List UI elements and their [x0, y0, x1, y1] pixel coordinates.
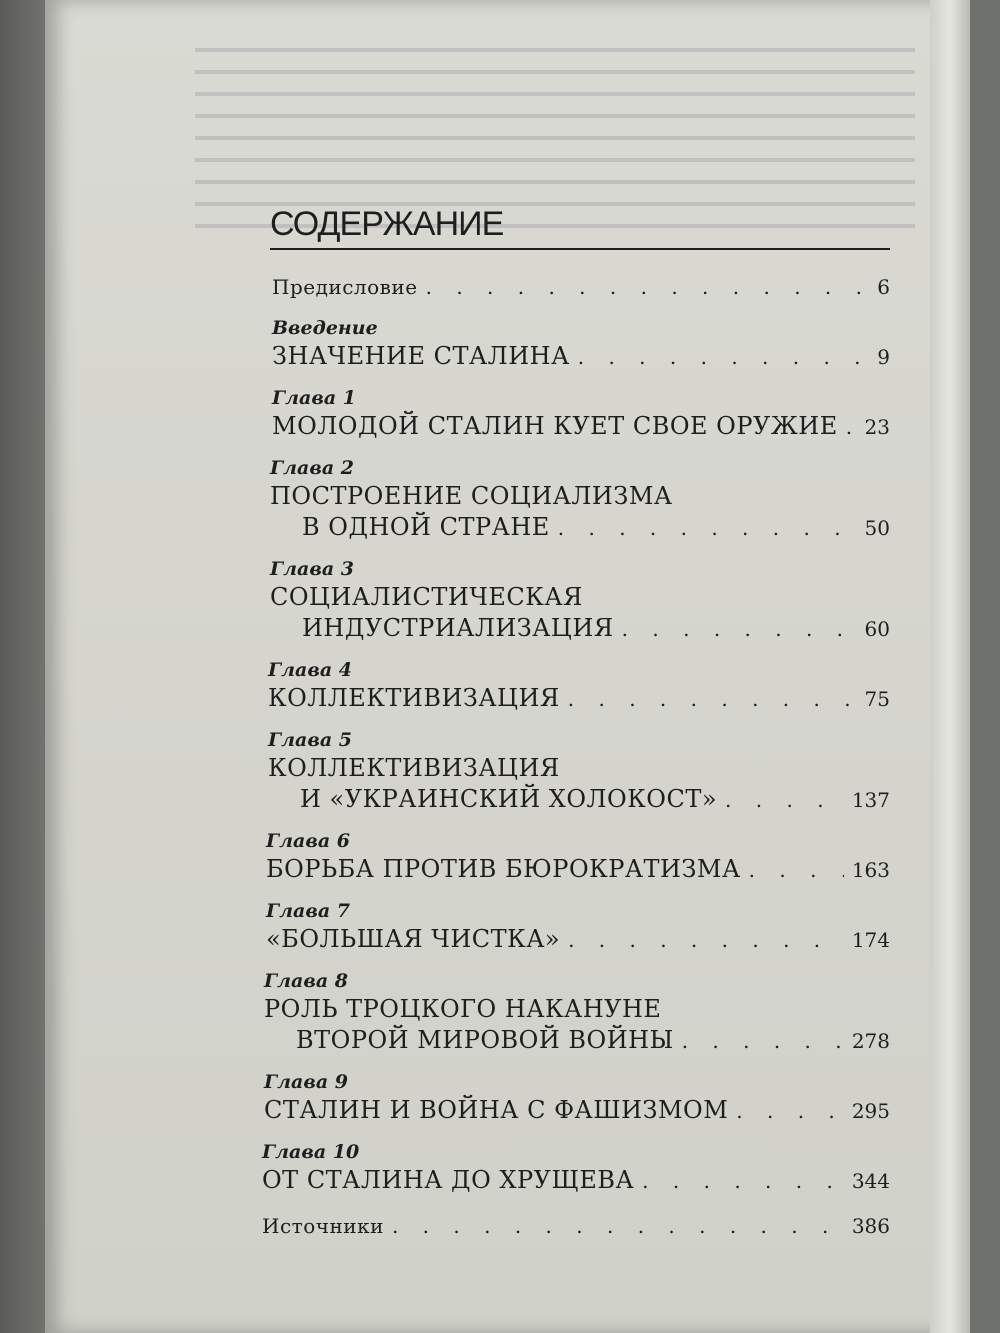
- dot-leader: [426, 272, 870, 303]
- heading-rule: [270, 248, 890, 250]
- toc-entry: [268, 659, 890, 715]
- entry-title-continued: ИНДУСТРИАЛИЗАЦИЯ: [302, 614, 614, 642]
- entry-title: ПОСТРОЕНИЕ СОЦИАЛИЗМА: [270, 482, 673, 510]
- toc-line: [266, 924, 890, 956]
- toc-line: [270, 613, 890, 645]
- dot-leader: [578, 342, 870, 373]
- page-number: 50: [864, 516, 890, 540]
- toc-entry: [262, 1141, 890, 1197]
- chapter-label: Глава 6: [266, 830, 350, 852]
- page-number: 344: [851, 1169, 890, 1193]
- dot-leader: [558, 513, 857, 544]
- chapter-label: Глава 1: [272, 387, 356, 409]
- entry-title-continued: ВТОРОЙ МИРОВОЙ ВОЙНЫ: [296, 1026, 674, 1054]
- entry-title: ЗНАЧЕНИЕ СТАЛИНА: [272, 342, 570, 370]
- chapter-label: Глава 4: [268, 659, 352, 681]
- toc-entry: [272, 387, 890, 443]
- entry-title: Предисловие: [272, 275, 418, 299]
- entry-title: СТАЛИН И ВОЙНА С ФАШИЗМОМ: [264, 1096, 729, 1124]
- entry-title: КОЛЛЕКТИВИЗАЦИЯ: [268, 684, 560, 712]
- dot-leader: [568, 684, 857, 715]
- table-of-contents: [262, 205, 890, 1256]
- toc-line: [266, 854, 890, 886]
- page-number: 6: [877, 275, 890, 299]
- page-number: 137: [851, 788, 890, 812]
- dot-leader: [725, 785, 844, 816]
- page-number: 174: [851, 928, 890, 952]
- toc-line: [268, 784, 890, 816]
- toc-entry: [262, 1211, 890, 1242]
- chapter-label: Глава 9: [264, 1071, 348, 1093]
- toc-heading: СОДЕРЖАНИЕ: [270, 205, 504, 243]
- dot-leader: [568, 925, 844, 956]
- entry-title: ОТ СТАЛИНА ДО ХРУЩЕВА: [262, 1166, 635, 1194]
- dot-leader: [682, 1026, 844, 1057]
- toc-line: [264, 1095, 890, 1127]
- toc-entry: [266, 900, 890, 956]
- toc-entry: [266, 830, 890, 886]
- chapter-label: Введение: [272, 317, 378, 339]
- dot-leader: [846, 412, 857, 443]
- toc-entry: [264, 1071, 890, 1127]
- page-number: 386: [851, 1214, 890, 1238]
- toc-line: [272, 341, 890, 373]
- entry-title: Источники: [262, 1214, 384, 1238]
- chapter-label: Глава 5: [268, 729, 352, 751]
- entry-title: МОЛОДОЙ СТАЛИН КУЕТ СВОЕ ОРУЖИЕ: [272, 412, 838, 440]
- toc-line: [262, 1211, 890, 1242]
- page-number: 163: [851, 858, 890, 882]
- dot-leader: [622, 614, 857, 645]
- chapter-label: Глава 2: [270, 457, 354, 479]
- page-number: 9: [877, 345, 890, 369]
- toc-line: [268, 683, 890, 715]
- page-number: 278: [851, 1029, 890, 1053]
- toc-line: [262, 1165, 890, 1197]
- page-number: 23: [864, 415, 890, 439]
- toc-line: [272, 411, 890, 443]
- toc-entry: [270, 457, 890, 544]
- chapter-label: Глава 8: [264, 970, 348, 992]
- dot-leader: [392, 1211, 844, 1242]
- entry-title-continued: В ОДНОЙ СТРАНЕ: [302, 513, 550, 541]
- entry-title: РОЛЬ ТРОЦКОГО НАКАНУНЕ: [264, 995, 662, 1023]
- toc-line: [264, 1025, 890, 1057]
- toc-entry: [264, 970, 890, 1057]
- chapter-label: Глава 7: [266, 900, 350, 922]
- toc-entry: [272, 317, 890, 373]
- entry-title: «БОЛЬШАЯ ЧИСТКА»: [266, 925, 561, 953]
- entry-title: СОЦИАЛИСТИЧЕСКАЯ: [270, 583, 583, 611]
- page-edge: [930, 0, 970, 1333]
- dot-leader: [642, 1166, 844, 1197]
- toc-entry: [268, 729, 890, 816]
- entry-title: БОРЬБА ПРОТИВ БЮРОКРАТИЗМА: [266, 855, 741, 883]
- page-number: 75: [864, 687, 890, 711]
- dot-leader: [749, 855, 844, 886]
- entry-title-continued: И «УКРАИНСКИЙ ХОЛОКОСТ»: [300, 785, 718, 813]
- dot-leader: [736, 1096, 844, 1127]
- chapter-label: Глава 3: [270, 558, 354, 580]
- toc-entry: [272, 272, 890, 303]
- toc-line: [270, 512, 890, 544]
- toc-entry: [270, 558, 890, 645]
- chapter-label: Глава 10: [262, 1141, 360, 1163]
- page-number: 295: [851, 1099, 890, 1123]
- entry-title: КОЛЛЕКТИВИЗАЦИЯ: [268, 754, 560, 782]
- page-number: 60: [864, 617, 890, 641]
- toc-line: [272, 272, 890, 303]
